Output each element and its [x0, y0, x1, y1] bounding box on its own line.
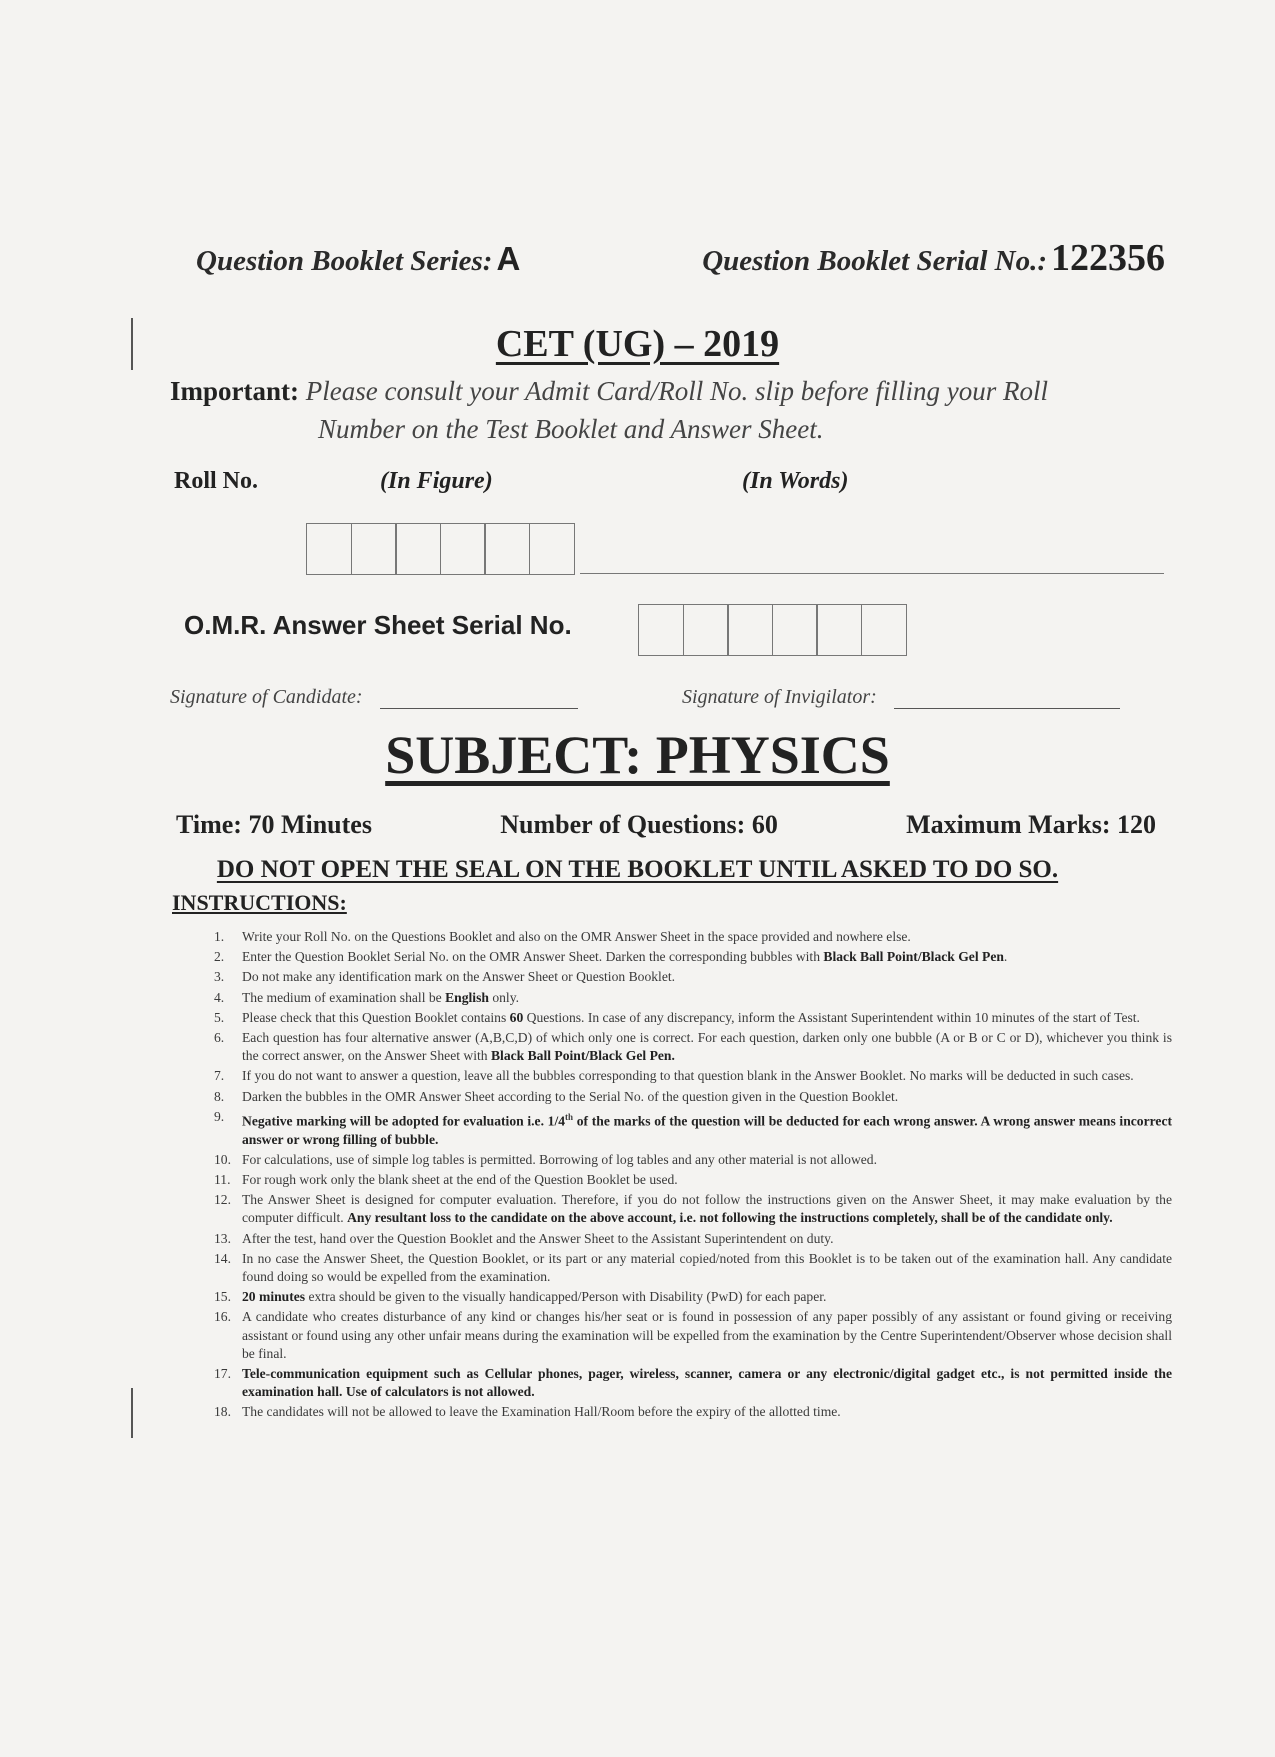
- instruction-item: [214, 1365, 1172, 1401]
- omr-digit-box[interactable]: [727, 604, 773, 656]
- binding-mark-bottom: [131, 1388, 133, 1438]
- roll-digit-box[interactable]: [351, 523, 397, 575]
- instruction-text: Please check that this Question Booklet contains: [242, 1009, 510, 1025]
- roll-digit-box[interactable]: [440, 523, 486, 575]
- roll-in-words-label: (In Words): [742, 468, 849, 494]
- exam-question-count: Number of Questions: 60: [500, 810, 778, 839]
- instruction-text: Enter the Question Booklet Serial No. on the OMR Answer Sheet. Darken the corresponding bubbles with: [242, 949, 824, 965]
- instruction-item: [214, 989, 1172, 1007]
- roll-in-figure-label: (In Figure): [380, 468, 493, 494]
- roll-label: Roll No.: [174, 468, 258, 494]
- instruction-number: 6.: [214, 1030, 225, 1046]
- important-note: [170, 372, 1150, 448]
- booklet-header: [196, 236, 1165, 280]
- important-line-2: Number on the Test Booklet and Answer Sheet.: [318, 414, 824, 444]
- instruction-item: [214, 1403, 1172, 1421]
- important-line-1: Please consult your Admit Card/Roll No. slip before filling your Roll: [305, 376, 1048, 406]
- instruction-number: 7.: [214, 1068, 225, 1084]
- roll-digit-box[interactable]: [484, 523, 530, 575]
- series-label: Question Booklet Series:: [196, 245, 493, 277]
- omr-digit-box[interactable]: [638, 604, 684, 656]
- instruction-text: 60: [509, 1009, 524, 1025]
- instruction-text: Each question has four alternative answer (A,B,C,D) of which only one is correct. For each question, darken only one bubble (A or B or C or D), whichever you think is the correct answer, on the Answer Sheet with: [242, 1030, 1172, 1064]
- candidate-signature-line[interactable]: [380, 708, 578, 709]
- instruction-number: 13.: [214, 1230, 231, 1246]
- instruction-number: 4.: [214, 989, 225, 1005]
- instruction-item: [214, 1151, 1172, 1169]
- roll-digit-box[interactable]: [529, 523, 575, 575]
- instruction-item: [214, 928, 1172, 946]
- instruction-number: 8.: [214, 1088, 225, 1104]
- omr-digit-box[interactable]: [816, 604, 862, 656]
- important-label: Important:: [170, 376, 299, 406]
- candidate-signature-label: Signature of Candidate:: [170, 686, 363, 708]
- instruction-text: Do not make any identification mark on the Answer Sheet or Question Booklet.: [242, 969, 676, 985]
- instruction-item: [214, 1108, 1172, 1149]
- instruction-item: [214, 1171, 1172, 1189]
- instruction-number: 11.: [214, 1171, 231, 1187]
- candidate-signature: [170, 686, 578, 709]
- booklet-serial: [702, 236, 1165, 280]
- roll-number-boxes[interactable]: [306, 523, 573, 575]
- roll-digit-box[interactable]: [395, 523, 441, 575]
- omr-digit-box[interactable]: [683, 604, 729, 656]
- instruction-text: A candidate who creates disturbance of any kind or changes his/her seat or is found in possession of any paper possibly of any assistant or found giving or receiving assistant or found using any other unfair means during the examination will be expelled from the examination by the Centre Superintendent/Observer whose decision shall be final.: [242, 1309, 1172, 1361]
- instruction-item: [214, 1250, 1172, 1286]
- instruction-text: The candidates will not be allowed to leave the Examination Hall/Room before the expiry of the allotted time.: [242, 1404, 841, 1420]
- omr-serial-label: O.M.R. Answer Sheet Serial No.: [184, 610, 572, 640]
- invigilator-signature-label: Signature of Invigilator:: [682, 686, 877, 708]
- instruction-number: 9.: [214, 1108, 225, 1124]
- instruction-text: The Answer Sheet is designed for computer evaluation. Therefore, if you do not follow the instructions given on the Answer Sheet, it may make evaluation by the computer difficult.: [242, 1192, 1172, 1226]
- instruction-text: only.: [488, 989, 520, 1005]
- exam-max-marks: Maximum Marks: 120: [906, 810, 1156, 839]
- series-value: A: [496, 240, 521, 277]
- instruction-text: In no case the Answer Sheet, the Question Booklet, or its part or any material copied/noted from this Booklet is to be taken out of the examination hall. Any candidate found doing so would be expelled from the examination.: [242, 1250, 1172, 1284]
- exam-meta: [176, 810, 1156, 840]
- instruction-number: 17.: [214, 1366, 231, 1381]
- instruction-number: 3.: [214, 969, 225, 985]
- instructions-list: [214, 928, 1172, 1424]
- subject-heading: SUBJECT: PHYSICS: [385, 725, 890, 785]
- instruction-item: [214, 1230, 1172, 1248]
- instruction-text: For rough work only the blank sheet at the end of the Question Booklet be used.: [242, 1171, 678, 1187]
- instruction-text: After the test, hand over the Question Booklet and the Answer Sheet to the Assistant Superintendent on duty.: [242, 1230, 834, 1246]
- instruction-text: of the marks of the question will be deducted for each wrong answer. A wrong answer means incorrect answer or wrong filling of bubble.: [242, 1113, 1173, 1147]
- instruction-text: Black Ball Point/Black Gel Pen.: [490, 1048, 675, 1064]
- instruction-number: 16.: [214, 1309, 231, 1325]
- serial-label: Question Booklet Serial No.:: [702, 245, 1047, 277]
- instruction-number: 12.: [214, 1192, 231, 1208]
- seal-notice: DO NOT OPEN THE SEAL ON THE BOOKLET UNTIL ASKED TO DO SO.: [216, 856, 1059, 883]
- instruction-text: The medium of examination shall be: [242, 989, 446, 1005]
- instruction-number: 18.: [214, 1404, 231, 1420]
- exam-time: Time: 70 Minutes: [176, 810, 372, 839]
- instruction-text: For calculations, use of simple log tables is permitted. Borrowing of log tables and any other material is not allowed.: [242, 1151, 877, 1167]
- instruction-text: Tele-communication equipment such as Cellular phones, pager, wireless, scanner, camera or any electronic/digital gadget etc., is not permitted inside the examination hall. Use of calculators is not allowed.: [242, 1366, 1172, 1400]
- instruction-number: 1.: [214, 929, 225, 944]
- instruction-text: English: [445, 989, 489, 1005]
- serial-value: 122356: [1051, 237, 1165, 279]
- instruction-number: 10.: [214, 1151, 231, 1167]
- instruction-item: [214, 1191, 1172, 1227]
- instruction-number: 15.: [214, 1289, 231, 1305]
- omr-serial-boxes[interactable]: [638, 604, 905, 656]
- instruction-text: Any resultant loss to the candidate on the above account, i.e. not following the instructions completely, shall be of the candidate only.: [347, 1210, 1113, 1226]
- exam-title: CET (UG) – 2019: [495, 323, 780, 365]
- instruction-text: .: [1003, 949, 1008, 965]
- instruction-item: [214, 1029, 1172, 1065]
- instruction-number: 5.: [214, 1009, 225, 1025]
- invigilator-signature: [682, 686, 1120, 709]
- instruction-text: Write your Roll No. on the Questions Booklet and also on the OMR Answer Sheet in the space provided and nowhere else.: [242, 929, 911, 944]
- instruction-item: [214, 1067, 1172, 1085]
- instruction-text: th: [565, 1111, 574, 1122]
- instruction-text: Questions. In case of any discrepancy, inform the Assistant Superintendent within 10 minutes of the start of Test.: [523, 1009, 1140, 1025]
- instruction-text: Negative marking will be adopted for evaluation i.e. 1/4: [242, 1113, 566, 1129]
- instruction-item: [214, 1009, 1172, 1027]
- instruction-number: 14.: [214, 1250, 231, 1266]
- instruction-item: [214, 1288, 1172, 1306]
- instruction-item: [214, 1308, 1172, 1363]
- omr-digit-box[interactable]: [861, 604, 907, 656]
- instructions-heading: INSTRUCTIONS:: [172, 890, 347, 915]
- instruction-item: [214, 968, 1172, 986]
- instruction-item: [214, 948, 1172, 966]
- omr-digit-box[interactable]: [772, 604, 818, 656]
- invigilator-signature-line[interactable]: [894, 708, 1120, 709]
- instruction-text: Darken the bubbles in the OMR Answer Sheet according to the Serial No. of the question given in the Question Booklet.: [242, 1088, 899, 1104]
- roll-in-words-line[interactable]: [580, 573, 1164, 574]
- instruction-text: 20 minutes: [242, 1289, 306, 1305]
- instruction-item: [214, 1088, 1172, 1106]
- instruction-text: If you do not want to answer a question, leave all the bubbles corresponding to that question blank in the Answer Booklet. No marks will be deducted in such cases.: [242, 1068, 1134, 1084]
- instruction-text: Black Ball Point/Black Gel Pen: [823, 949, 1004, 965]
- roll-digit-box[interactable]: [306, 523, 352, 575]
- instruction-number: 2.: [214, 949, 225, 965]
- instruction-text: extra should be given to the visually handicapped/Person with Disability (PwD) for each paper.: [305, 1289, 827, 1305]
- booklet-series: [196, 240, 520, 278]
